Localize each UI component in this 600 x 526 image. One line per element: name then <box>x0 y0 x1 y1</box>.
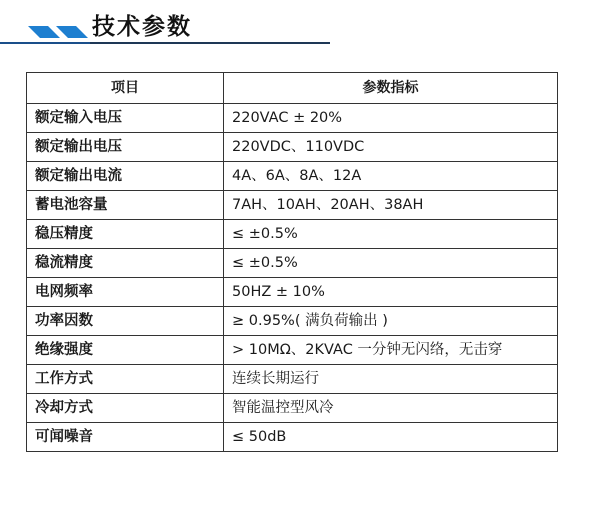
row-item-value: ≥ 0.95%( 满负荷输出 ) <box>224 307 558 336</box>
row-item-label: 稳流精度 <box>27 249 224 278</box>
row-item-label: 绝缘强度 <box>27 336 224 365</box>
table-header-row <box>27 73 558 104</box>
row-item-label: 工作方式 <box>27 365 224 394</box>
table-row <box>27 133 558 162</box>
table-row <box>27 220 558 249</box>
row-item-value: 220VAC ± 20% <box>224 104 558 133</box>
section-header <box>0 0 600 50</box>
table-row <box>27 307 558 336</box>
table-row <box>27 423 558 452</box>
row-item-value: 智能温控型风冷 <box>224 394 558 423</box>
row-item-label: 额定输出电流 <box>27 162 224 191</box>
table-row <box>27 104 558 133</box>
row-item-value: ≤ ±0.5% <box>224 220 558 249</box>
row-item-label: 功率因数 <box>27 307 224 336</box>
table-row <box>27 162 558 191</box>
table-row <box>27 191 558 220</box>
row-item-value: ≤ 50dB <box>224 423 558 452</box>
row-item-value: 4A、6A、8A、12A <box>224 162 558 191</box>
row-item-value: 50HZ ± 10% <box>224 278 558 307</box>
table-row <box>27 249 558 278</box>
row-item-value: > 10MΩ、2KVAC 一分钟无闪络，无击穿 <box>224 336 558 365</box>
row-item-label: 额定输出电压 <box>27 133 224 162</box>
table-row <box>27 394 558 423</box>
row-item-value: 连续长期运行 <box>224 365 558 394</box>
row-item-label: 电网频率 <box>27 278 224 307</box>
table-row <box>27 365 558 394</box>
row-item-value: 220VDC、110VDC <box>224 133 558 162</box>
column-header-item: 项目 <box>27 73 224 104</box>
section-title: 技术参数 <box>92 14 192 40</box>
table-row <box>27 278 558 307</box>
header-stripe-decoration <box>0 0 600 50</box>
table-row <box>27 336 558 365</box>
row-item-label: 可闻噪音 <box>27 423 224 452</box>
row-item-label: 额定输入电压 <box>27 104 224 133</box>
row-item-value: 7AH、10AH、20AH、38AH <box>224 191 558 220</box>
row-item-label: 蓄电池容量 <box>27 191 224 220</box>
spec-table <box>26 72 558 452</box>
row-item-value: ≤ ±0.5% <box>224 249 558 278</box>
row-item-label: 稳压精度 <box>27 220 224 249</box>
column-header-value: 参数指标 <box>224 73 558 104</box>
row-item-label: 冷却方式 <box>27 394 224 423</box>
spec-table-container <box>26 72 557 452</box>
